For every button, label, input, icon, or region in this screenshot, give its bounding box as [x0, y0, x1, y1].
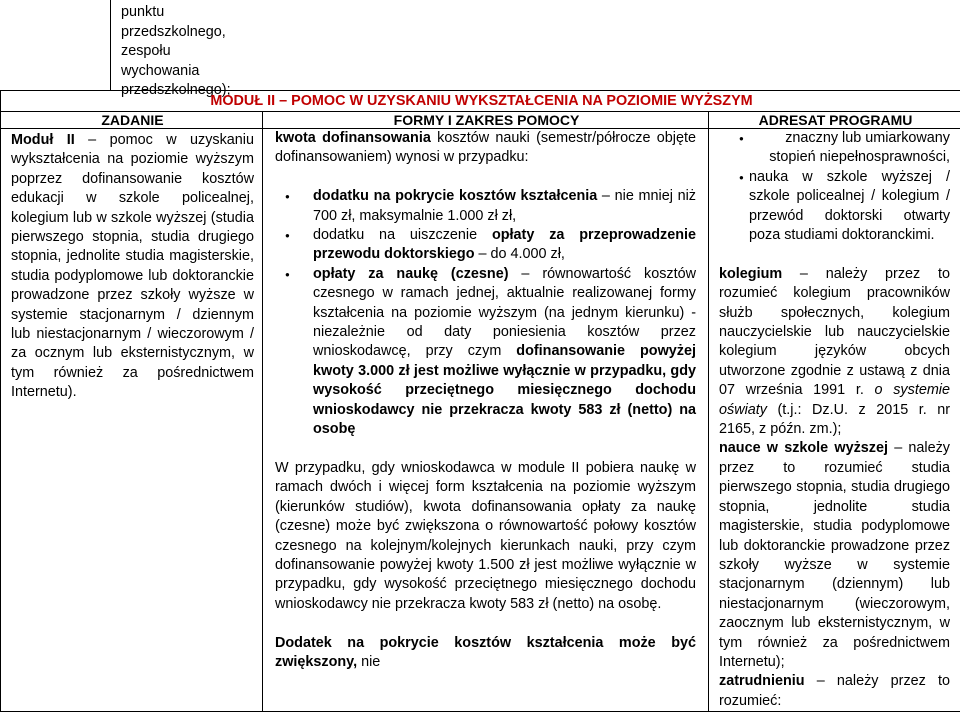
header-adresat: ADRESAT PROGRAMU — [709, 112, 960, 129]
definition-text: (t.j.: Dz.U. z 2015 r. nr 2165, z późn. zm.); — [719, 402, 950, 437]
definition-nauka — [719, 439, 950, 672]
term: nauce w szkole wyższej — [719, 440, 888, 456]
definition-text: – należy przez to rozumieć kolegium pracowników służb społecznych, kolegium nauczycielskie lub nauczycielskie kolegium języków obcych utworzone zgodnie z ustawą z dnia 07 września 1991 r. — [719, 266, 950, 398]
forms-cell — [263, 129, 709, 712]
act-title: o systemie oświaty — [719, 382, 950, 417]
definition-text: – należy przez to rozumieć: — [719, 673, 950, 708]
item-bold: opłaty za przeprowadzenie przewodu doktorskiego — [313, 227, 696, 262]
text-line: punktu — [121, 3, 231, 23]
funding-intro-text: kosztów nauki (semestr/półrocze objęte dofinansowaniem) wynosi w przypadku: — [275, 130, 696, 165]
paragraph-bold: Dodatek na pokrycie kosztów kształcenia może być zwiększony, — [275, 635, 696, 670]
text-line: przedszkolnego); — [121, 81, 231, 101]
header-formy: FORMY I ZAKRES POMOCY — [263, 112, 709, 129]
task-description: – pomoc w uzyskaniu wykształcenia na poziomie wyższym poprzez dofinansowanie kosztów edukacji w szkole policealnej, kolegium lub w szkole wyższej (studia pierwszego stopnia, studia drugiego stopnia, jednolite studia magisterskie, studia podyplomowe lub doktoranckie prowadzone przez szkoły wyższe w systemie stacjonarnym / dziennym lub niestacjonarnym / wieczorowym / za ocznym lub eksternistycznym, w tym również za pośrednictwem Internetu). — [11, 132, 254, 400]
text-line: wychowania — [121, 62, 231, 82]
funding-amount-label: kwota dofinansowania — [275, 130, 431, 146]
item-text: – równowartość kosztów czesnego w ramach jednej, aktualnie realizowanej formy kształcenia na poziomie wyższym (na jednym kierunku) - niezależnie od daty poniesienia kosztów przez wnioskodawcę, przy czym — [313, 266, 696, 360]
recipient-cell — [709, 129, 960, 712]
definition-text: – należy przez to rozumieć studia pierwszego stopnia, studia drugiego stopnia, jednolite studia magisterskie, studia podyplomowe lub doktoranckie prowadzone przez szkoły wyższe w systemie stacjonarnym (dziennym) lub niestacjonarnym (wieczorowym, zaocznym lub eksternistycznym, w tym również za pośrednictwem Internetu); — [719, 440, 950, 669]
definition-kolegium — [719, 265, 950, 440]
list-item — [275, 265, 696, 440]
header-zadanie: ZADANIE — [1, 112, 263, 129]
previous-cell-text — [121, 3, 231, 101]
item-text: dodatku na uiszczenie — [313, 227, 492, 243]
module-label: Moduł II — [11, 132, 75, 148]
definition-zatrudnienie — [719, 672, 950, 711]
item-bold: dofinansowanie powyżej kwoty 3.000 zł jest możliwe wyłącznie w przypadku, gdy wysokość przeciętnego miesięcznego dochodu wnioskodawcy nie przekracza kwoty 583 zł (netto) na osobę — [313, 343, 696, 437]
paragraph-end: . — [657, 596, 661, 612]
list-item: ● nauka w szkole wyższej / szkole policealnej / kolegium / przewód doktorski otwarty poza studiami doktoranckimi. — [749, 168, 950, 246]
module-table — [0, 90, 960, 712]
funding-list — [275, 187, 696, 439]
previous-table-cell — [110, 0, 960, 90]
item-text: – nie mniej niż 700 zł, maksymalnie 1.000 zł zł, — [313, 188, 696, 223]
item-bold: dodatku na pokrycie kosztów kształcenia — [313, 188, 597, 204]
item-text: – do 4.000 zł, — [475, 246, 565, 262]
task-cell — [1, 129, 263, 712]
list-item — [275, 187, 696, 226]
module-title: MODUŁ II – POMOC W UZYSKANIU WYKSZTAŁCENIA NA POZIOMIE WYŻSZYM — [1, 91, 960, 112]
text-line: zespołu — [121, 42, 231, 62]
multiple-studies-paragraph — [275, 459, 696, 614]
paragraph-text: nie — [357, 654, 380, 670]
funding-intro — [275, 129, 696, 168]
item-bold: opłaty za naukę (czesne) — [313, 266, 509, 282]
list-item: ● znaczny lub umiarkowany stopień niepełnosprawności, — [749, 129, 950, 168]
recipient-list — [719, 129, 950, 245]
paragraph-text: W przypadku, gdy wnioskodawca w module II pobiera naukę w ramach dwóch i więcej form kształcenia na poziomie wyższym (kierunków studiów), kwota dofinansowania opłaty za naukę (czesne) może być zwiększona o równowartość połowy kosztów czesnego na kolejnym/kolejnych kierunkach nauki, przy czym dofinansowanie powyżej kwoty 1.500 zł jest możliwe wyłącznie w przypadku, gdy wysokość przeciętnego miesięcznego dochodu wnioskodawcy nie przekracza kwoty 583 zł (netto) na osobę — [275, 460, 696, 612]
term: zatrudnieniu — [719, 673, 805, 689]
increase-paragraph — [275, 634, 696, 673]
list-item — [275, 226, 696, 265]
term: kolegium — [719, 266, 782, 282]
text-line: przedszkolnego, — [121, 23, 231, 43]
